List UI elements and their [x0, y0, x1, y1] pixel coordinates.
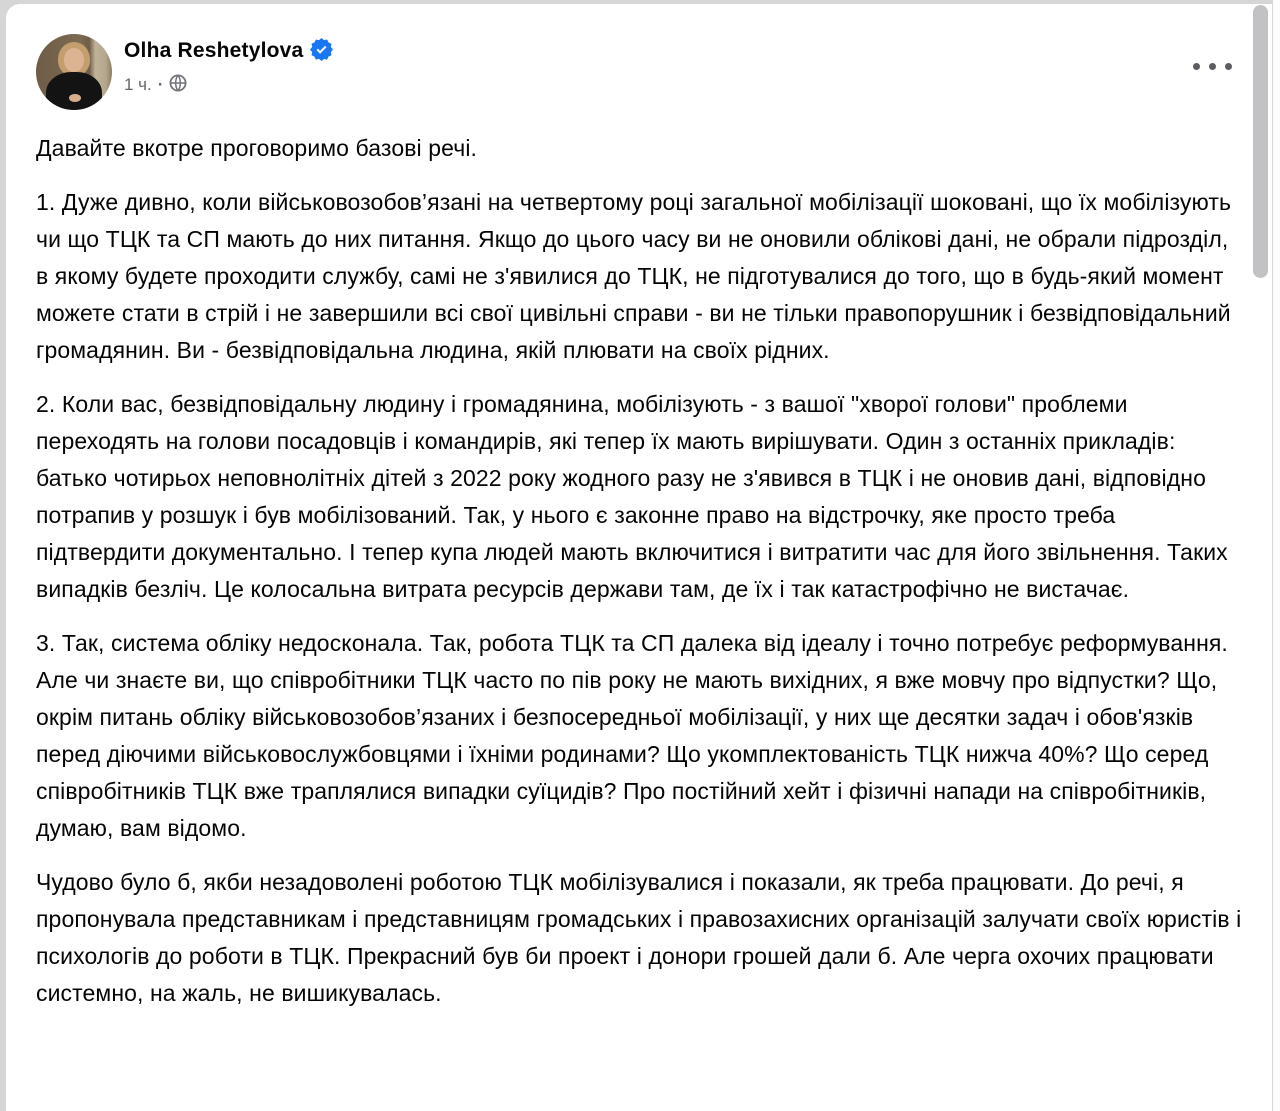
- scrollbar-track[interactable]: [1250, 0, 1272, 1111]
- timestamp[interactable]: 1 ч.: [124, 75, 152, 94]
- avatar-figure-hands: [69, 94, 81, 102]
- scrollbar-thumb[interactable]: [1253, 5, 1268, 278]
- header-text: [124, 34, 333, 97]
- verified-badge-icon: [310, 38, 333, 66]
- post-header: [6, 4, 1272, 110]
- post-paragraph: 3. Так, система обліку недосконала. Так, робота ТЦК та СП далека від ідеалу і точно потребує реформування. Але чи знаєте ви, що співробітники ТЦК часто по пів року не мають вихідних, я вже мовчу про відпустки? Що, окрім питань обліку військовозобов’язаних і безпосередньої мобілізації, у них ще десятки задач і обов'язків перед діючими військовослужбовцями і їхніми родинами? Що укомплектованість ТЦК нижча 40%? Що серед співробітників ТЦК вже траплялися випадки суїцидів? Про постійний хейт і фізичні напади на співробітників, думаю, вам відомо.: [36, 630, 1228, 841]
- post-paragraph: 1. Дуже дивно, коли військовозобов’язані на четвертому році загальної мобілізації шоковані, що їх мобілізують чи що ТЦК та СП мають до них питання. Якщо до цього часу ви не оновили облікові дані, не обрали підрозділ, в якому будете проходити службу, самі не з'явилися до ТЦК, не підготувалися до того, що в будь-який момент можете стати в стрій і не завершили всі свої цивільні справи - ви не тільки правопорушник і безвідповідальний громадянин. Ви - безвідповідальна людина, якій плювати на своїх рідних.: [36, 189, 1232, 363]
- dot-icon: [1209, 63, 1216, 70]
- post-paragraph: Давайте вкотре проговоримо базові речі.: [36, 135, 478, 161]
- more-options-button[interactable]: [1187, 57, 1238, 76]
- post-card: [6, 4, 1272, 1111]
- window-edge: [1272, 0, 1280, 1111]
- post-paragraph: 2. Коли вас, безвідповідальну людину і громадянина, мобілізують - з вашої "хворої голови" проблеми переходять на голови посадовців і командирів, які тепер їх мають вирішувати. Один з останніх прикладів: батько чотирьох неповнолітніх дітей з 2022 року жодного разу не з'явився в ТЦК і не оновив дані, відповідно потрапив у розшук і був мобілізований. Так, у нього є законне право на відстрочку, яке просто треба підтвердити документально. І тепер купа людей мають включитися і витратити час для його звільнення. Таких випадків безліч. Це колосальна витрата ресурсів держави там, де їх і так катастрофічно не вистачає.: [36, 391, 1228, 602]
- post-body: [6, 110, 1272, 1012]
- post-meta: [124, 73, 333, 97]
- avatar-figure-body: [46, 72, 102, 110]
- author-name[interactable]: Olha Reshetylova: [124, 39, 304, 62]
- public-globe-icon: [169, 74, 187, 97]
- author-name-row: [124, 36, 333, 66]
- avatar[interactable]: [36, 34, 112, 110]
- dot-icon: [1193, 63, 1200, 70]
- post-paragraph: Чудово було б, якби незадоволені роботою ТЦК мобілізувалися і показали, як треба працювати. До речі, я пропонувала представникам і представницям громадських і правозахисних організацій залучати своїх юристів і психологів до роботи в ТЦК. Прекрасний був би проект і донори грошей дали б. Але черга охочих працювати системно, на жаль, не вишикувалась.: [36, 869, 1242, 1006]
- meta-separator: ·: [157, 75, 164, 94]
- dot-icon: [1225, 63, 1232, 70]
- avatar-figure-face: [64, 48, 84, 72]
